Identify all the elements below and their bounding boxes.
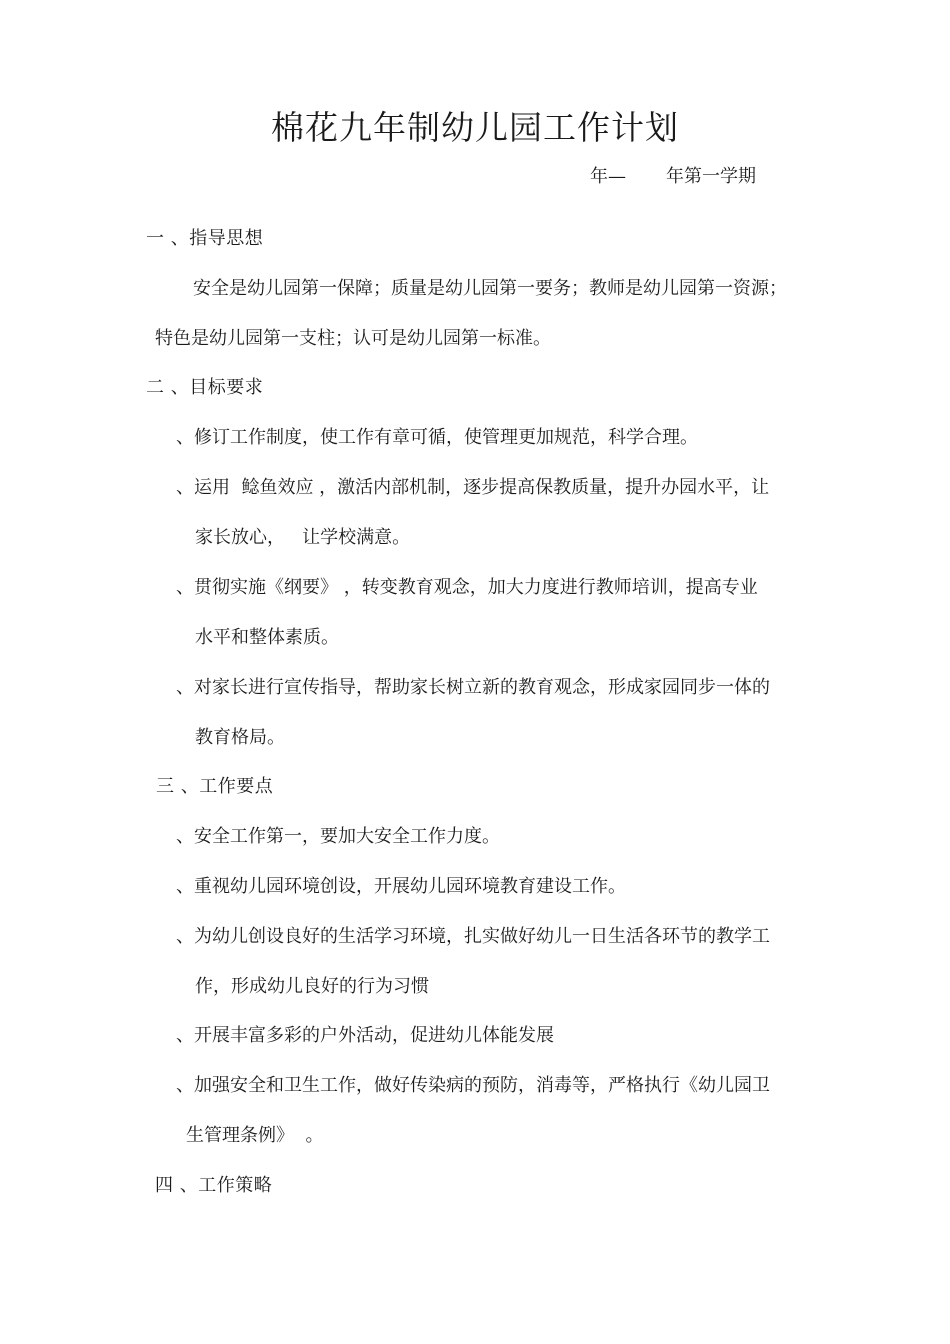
list-item: 、运用 鲶鱼效应 ，激活内部机制，逐步提高保教质量，提升办园水平，让 [176, 477, 770, 498]
list-item: 、对家长进行宣传指导，帮助家长树立新的教育观念，形成家园同步一体的 [176, 677, 770, 698]
document-title: 棉花九年制幼儿园工作计划 [271, 108, 679, 147]
list-item-continuation: 教育格局。 [195, 727, 285, 748]
list-item: 、加强安全和卫生工作，做好传染病的预防，消毒等，严格执行《幼儿园卫 [176, 1075, 770, 1096]
list-item: 、安全工作第一，要加大安全工作力度。 [176, 826, 500, 847]
paragraph-line: 安全是幼儿园第一保障；质量是幼儿园第一要务；教师是幼儿园第一资源； [193, 278, 787, 299]
section-heading: 三 、工作要点 [156, 776, 274, 797]
list-item-continuation: 家长放心， 让学校满意。 [195, 527, 411, 548]
list-item: 、修订工作制度，使工作有章可循，使管理更加规范，科学合理。 [176, 427, 698, 448]
list-item: 、开展丰富多彩的户外活动，促进幼儿体能发展 [176, 1025, 554, 1046]
section-heading: 一 、指导思想 [146, 228, 264, 249]
section-heading: 二 、目标要求 [146, 377, 264, 398]
paragraph-line: 特色是幼儿园第一支柱；认可是幼儿园第一标准。 [155, 328, 551, 349]
list-item-continuation: 生管理条例》 。 [186, 1125, 324, 1146]
term-line: 年— 年第一学期 [590, 166, 757, 187]
section-heading: 四 、工作策略 [155, 1175, 273, 1196]
list-item: 、重视幼儿园环境创设，开展幼儿园环境教育建设工作。 [176, 876, 626, 897]
list-item-continuation: 水平和整体素质。 [195, 627, 339, 648]
list-item: 、为幼儿创设良好的生活学习环境，扎实做好幼儿一日生活各环节的教学工 [176, 926, 770, 947]
list-item-continuation: 作，形成幼儿良好的行为习惯 [195, 976, 429, 997]
list-item: 、贯彻实施《纲要》 ，转变教育观念，加大力度进行教师培训，提高专业 [176, 577, 758, 598]
